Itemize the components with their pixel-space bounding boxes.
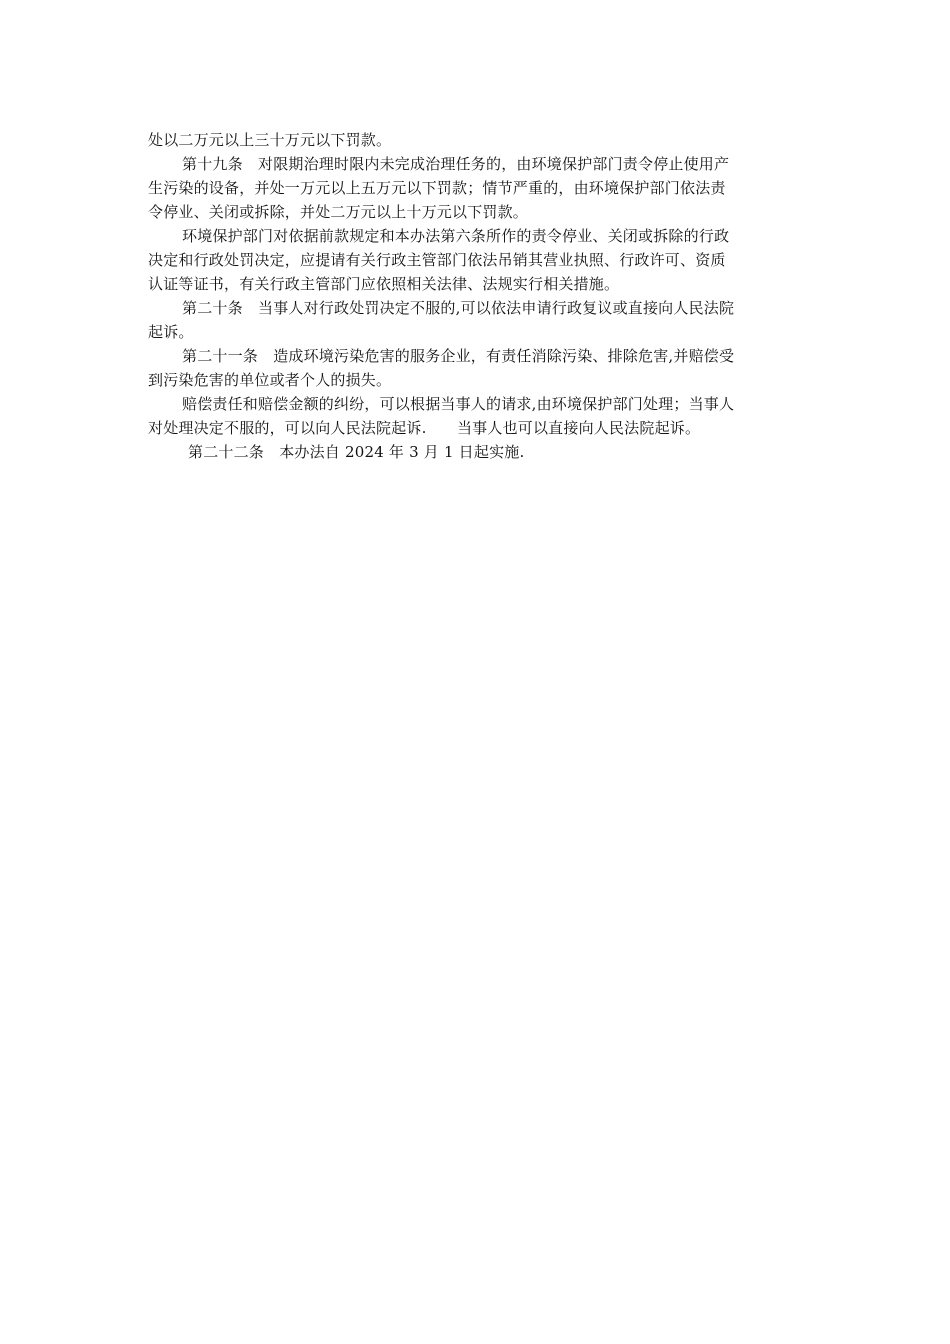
text-line: 认证等证书，有关行政主管部门应依照相关法律、法规实行相关措施。 <box>148 275 620 293</box>
article-20-line: 第二十条 当事人对行政处罚决定不服的,可以依法申请行政复议或直接向人民法院 <box>182 299 735 317</box>
article-22-line: 第二十二条 本办法自 2024 年 3 月 1 日起实施. <box>188 443 525 461</box>
paragraph-start-line: 环境保护部门对依据前款规定和本办法第六条所作的责令停业、关闭或拆除的行政 <box>182 227 730 245</box>
article-21-line: 第二十一条 造成环境污染危害的服务企业，有责任消除污染、排除危害,并赔偿受 <box>182 347 735 365</box>
text-line: 对处理决定不服的，可以向人民法院起诉. 当事人也可以直接向人民法院起诉。 <box>148 419 701 437</box>
text-line: 决定和行政处罚决定，应提请有关行政主管部门依法吊销其营业执照、行政许可、资质 <box>148 251 726 269</box>
paragraph-start-line: 赔偿责任和赔偿金额的纠纷，可以根据当事人的请求,由环境保护部门处理；当事人 <box>182 395 735 413</box>
article-19-line: 第十九条 对限期治理时限内未完成治理任务的，由环境保护部门责令停止使用产 <box>182 155 730 173</box>
document-body <box>148 128 808 464</box>
text-line: 处以二万元以上三十万元以下罚款。 <box>148 131 392 149</box>
text-line: 令停业、关闭或拆除，并处二万元以上十万元以下罚款。 <box>148 203 529 221</box>
text-line: 到污染危害的单位或者个人的损失。 <box>148 371 392 389</box>
text-line: 生污染的设备，并处一万元以上五万元以下罚款；情节严重的，由环境保护部门依法责 <box>148 179 726 197</box>
text-line: 起诉。 <box>148 323 194 341</box>
